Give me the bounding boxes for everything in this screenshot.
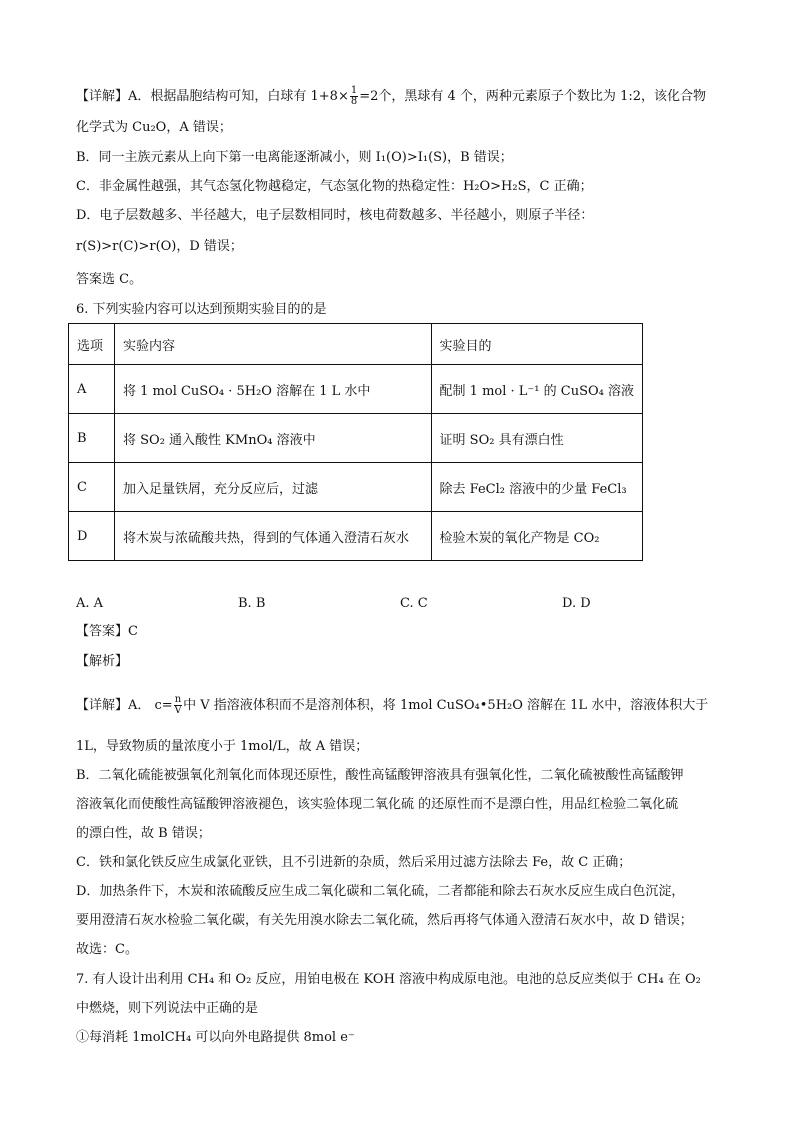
question-6-stem: 6. 下列实验内容可以达到预期实验目的的是: [76, 302, 327, 317]
detail-b-line-2: 溶液氧化而使酸性高锰酸钾溶液褪色，该实验体现二氧化硫 的还原性而不是漂白性，用品红检验二氧化硫: [76, 797, 679, 812]
fraction-n-v: [174, 695, 182, 716]
explain-line-1-a: 【详解】A．根据晶胞结构可知，白球有 1+8×: [76, 89, 349, 104]
detail-a-prefix: 【详解】A． c=: [76, 698, 173, 713]
table-cell: A: [69, 365, 115, 414]
detail-d-line-2: 要用澄清石灰水检验二氧化碳，有关先用溴水除去二氧化硫，然后再将气体通入澄清石灰水中，故 D 错误；: [76, 913, 693, 928]
option-b: B. B: [238, 596, 266, 611]
table-row: [69, 463, 643, 512]
table-header-cell: 实验目的: [431, 324, 642, 365]
table-header-row: [69, 324, 643, 365]
table-header-cell: 实验内容: [115, 324, 432, 365]
detail-b-line-1: B．二氧化硫能被强氧化剂氧化而体现还原性，酸性高锰酸钾溶液具有强氧化性，二氧化硫被酸性高锰酸钾: [76, 768, 684, 783]
table-row: [69, 414, 643, 463]
option-d: D. D: [562, 596, 591, 611]
explain-line-7: 答案选 C。: [76, 272, 143, 287]
detail-a-suffix: 中 V 指溶液体积而不是溶剂体积，将 1mol CuSO₄•5H₂O 溶解在 1L 水中，溶液体积大于: [183, 698, 709, 713]
option-c: C. C: [400, 596, 428, 611]
table-cell: 证明 SO₂ 具有漂白性: [431, 414, 642, 463]
fraction-1-8: [350, 86, 358, 107]
explain-line-6: r(S)>r(C)>r(O)，D 错误；: [76, 239, 243, 254]
detail-d-line-1: D．加热条件下，木炭和浓硫酸反应生成二氧化碳和二氧化硫，二者都能和除去石灰水反应生成白色沉淀，: [76, 884, 685, 899]
fraction-numerator: 1: [350, 85, 358, 96]
analysis-label: 【解析】: [76, 654, 129, 669]
table-cell: 将 1 mol CuSO₄ · 5H₂O 溶解在 1 L 水中: [115, 365, 432, 414]
table-row: [69, 512, 643, 561]
table-cell: 将木炭与浓硫酸共热，得到的气体通入澄清石灰水: [115, 512, 432, 561]
detail-a-line-2: 1L，导致物质的量浓度小于 1mol/L，故 A 错误；: [76, 739, 369, 754]
table-cell: C: [69, 463, 115, 512]
explain-line-5: D．电子层数越多、半径越大，电子层数相同时，核电荷数越多、半径越小，则原子半径：: [76, 208, 594, 223]
question-7-stem-1: 7. 有人设计出利用 CH₄ 和 O₂ 反应，用铂电极在 KOH 溶液中构成原电池。电池的总反应类似于 CH₄ 在 O₂: [76, 972, 701, 987]
explain-line-1-b: =2个，黑球有 4 个，两种元素原子个数比为 1:2，该化合物: [359, 89, 706, 104]
table-cell: 将 SO₂ 通入酸性 KMnO₄ 溶液中: [115, 414, 432, 463]
explain-line-1: [76, 86, 706, 107]
experiment-table: [68, 323, 643, 561]
table-cell: 检验木炭的氧化产物是 CO₂: [431, 512, 642, 561]
table-cell: 除去 FeCl₂ 溶液中的少量 FeCl₃: [431, 463, 642, 512]
table-cell: 加入足量铁屑，充分反应后，过滤: [115, 463, 432, 512]
detail-a-line-1: [76, 695, 708, 716]
answer-label: 【答案】C: [76, 624, 138, 639]
table-cell: D: [69, 512, 115, 561]
question-7-item-1: ①每消耗 1molCH₄ 可以向外电路提供 8mol e⁻: [76, 1030, 355, 1045]
table-cell: 配制 1 mol · L⁻¹ 的 CuSO₄ 溶液: [431, 365, 642, 414]
detail-b-line-3: 的漂白性，故 B 错误；: [76, 826, 211, 841]
table-cell: B: [69, 414, 115, 463]
explain-line-3: B．同一主族元素从上向下第一电离能逐渐减小，则 I₁(O)>I₁(S)，B 错误；: [76, 150, 513, 165]
table-row: [69, 365, 643, 414]
fraction-denominator: V: [174, 705, 182, 716]
conclusion-line: 故选：C。: [76, 942, 138, 957]
detail-c-line: C．铁和氯化铁反应生成氯化亚铁，且不引进新的杂质，然后采用过滤方法除去 Fe，故 C 正确；: [76, 855, 632, 870]
table-header-cell: 选项: [69, 324, 115, 365]
fraction-numerator: n: [174, 694, 182, 705]
option-a: A. A: [76, 596, 104, 611]
explain-line-4: C．非金属性越强，其气态氢化物越稳定，气态氢化物的热稳定性：H₂O>H₂S，C 正确；: [76, 179, 593, 194]
fraction-denominator: 8: [350, 96, 358, 107]
question-7-stem-2: 中燃烧，则下列说法中正确的是: [76, 1001, 259, 1016]
explain-line-2: 化学式为 Cu₂O，A 错误；: [76, 120, 232, 135]
